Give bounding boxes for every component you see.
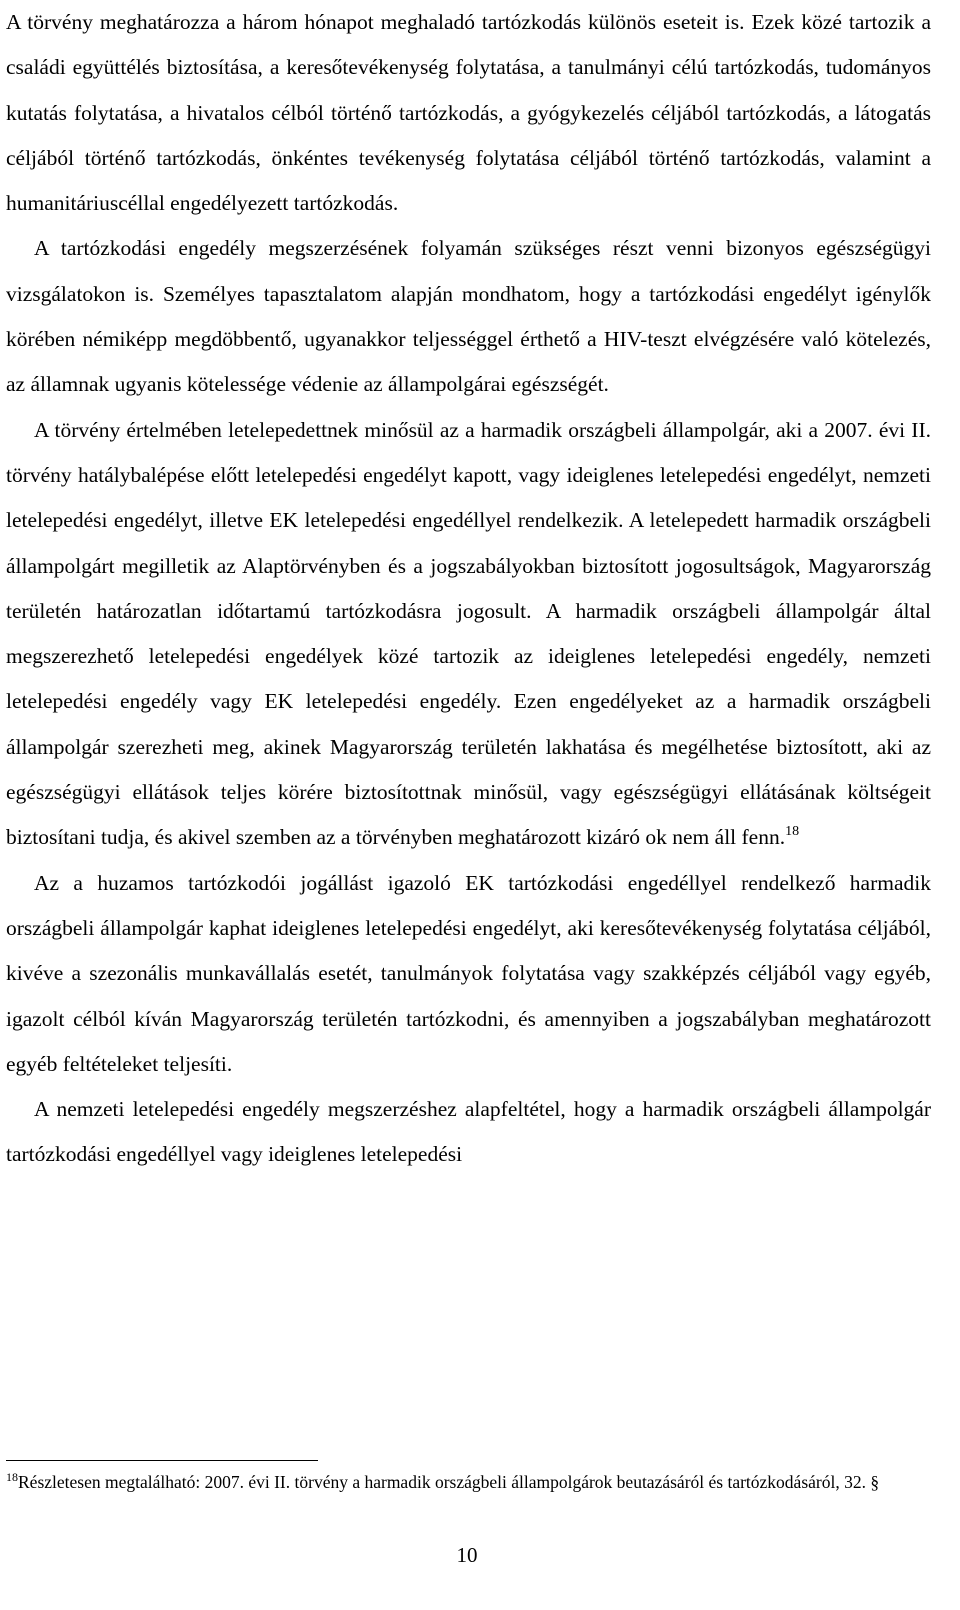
footnote-number: 18 (6, 1470, 18, 1484)
footnote (6, 1470, 926, 1495)
paragraph-2: A tartózkodási engedély megszerzésének folyamán szükséges részt venni bizonyos egészségügyi vizsgálatokon is. Személyes tapasztalatom alapján mondhatom, hogy a tartózkodási engedélyt igénylők körében némiképp megdöbbentő, ugyanakkor teljességgel érthető a HIV-teszt elvégzésére való kötelezés, az államnak ugyanis kötelessége védenie az állampolgárai egészségét. (6, 236, 931, 397)
page-number: 10 (456, 1543, 478, 1567)
footnote-reference[interactable]: 18 (785, 824, 800, 840)
paragraph-5: A nemzeti letelepedési engedély megszerzéshez alapfeltétel, hogy a harmadik országbeli állampolgár tartózkodási engedéllyel vagy ideiglenes letelepedési (6, 1097, 931, 1167)
paragraph-1: A törvény meghatározza a három hónapot meghaladó tartózkodás különös eseteit is. Ezek közé tartozik a családi együttélés biztosítása, a keresőtevékenység folytatása, a tanulmányi célú tartózkodás, tudományos kutatás folytatása, a hivatalos célból történő tartózkodás, a gyógykezelés céljából tartózkodás, a látogatás céljából történő tartózkodás, önkéntes tevékenység folytatása céljából történő tartózkodás, valamint a humanitáriuscéllal engedélyezett tartózkodás. (6, 10, 931, 216)
body-text (6, 0, 931, 1178)
paragraph-3-text: A törvény értelmében letelepedettnek minősül az a harmadik országbeli állampolgár, aki a 2007. évi II. törvény hatálybalépése előtt letelepedési engedélyt kapott, vagy ideiglenes letelepedési engedélyt, nemzeti letelepedési engedélyt, illetve EK letelepedési engedéllyel rendelkezik. A letelepedett harmadik országbeli állampolgárt megilletik az Alaptörvényben és a jogszabályokban biztosított jogosultságok, Magyarország területén határozatlan időtartamú tartózkodásra jogosult. A harmadik országbeli állampolgár által megszerezhető letelepedési engedélyek közé tartozik az ideiglenes letelepedési engedély, nemzeti letelepedési engedély vagy EK letelepedési engedély. Ezen engedélyeket az a harmadik országbeli állampolgár szerezheti meg, akinek Magyarország területén lakhatása és megélhetése biztosított, aki az egészségügyi ellátások teljes körére biztosítottnak minősül, vagy egészségügyi ellátásának költségeit biztosítani tudja, és akivel szemben az a törvényben meghatározott kizáró ok nem áll fenn. (6, 417, 931, 850)
paragraph-4: Az a huzamos tartózkodói jogállást igazoló EK tartózkodási engedéllyel rendelkező harmadik országbeli állampolgár kaphat ideiglenes letelepedési engedélyt, aki keresőtevékenység folytatása céljából, kivéve a szezonális munkavállalás esetét, tanulmányok folytatása vagy szakképzés céljából vagy egyéb, igazolt célból kíván Magyarország területén tartózkodni, és amennyiben a jogszabályban meghatározott egyéb feltételeket teljesíti. (6, 870, 931, 1076)
footnote-separator (6, 1460, 318, 1461)
paragraph-3 (6, 408, 931, 861)
footnote-text: Részletesen megtalálható: 2007. évi II. törvény a harmadik országbeli állampolgárok beutazásáról és tartózkodásáról, 32. § (18, 1472, 880, 1492)
